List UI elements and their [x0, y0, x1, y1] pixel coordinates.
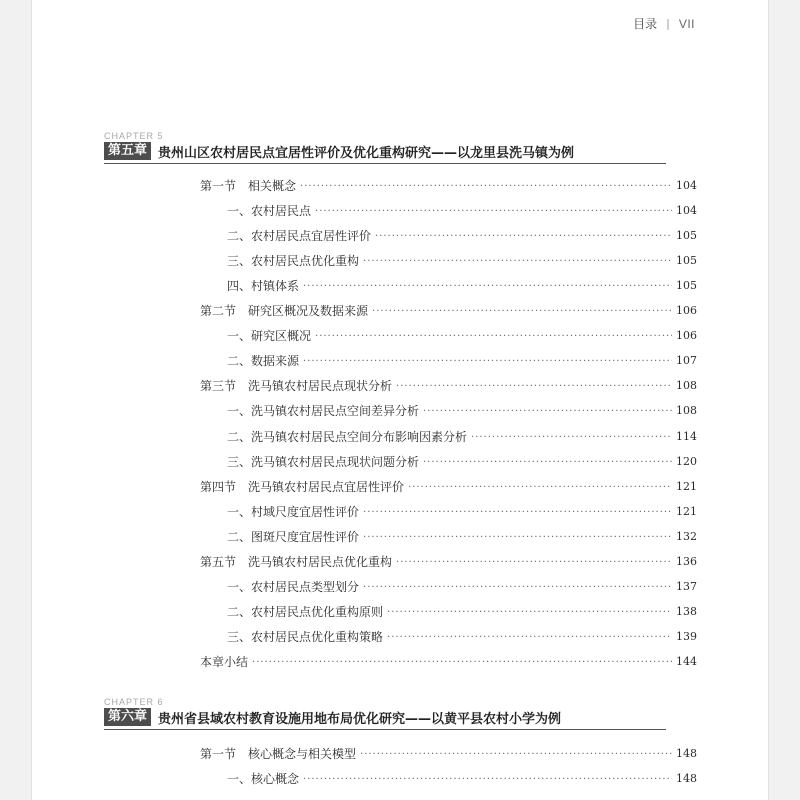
toc-subsection-entry[interactable] — [227, 252, 697, 270]
toc-subsection-entry[interactable] — [227, 578, 697, 596]
toc-subsection-entry[interactable] — [227, 402, 697, 420]
toc-subsection-entry[interactable] — [227, 227, 697, 245]
toc-subsection-entry[interactable] — [227, 202, 697, 220]
entry-page-number: 106 — [676, 304, 697, 318]
toc-section-entry[interactable] — [200, 653, 697, 671]
entry-page-number: 132 — [676, 529, 697, 543]
entry-page-number: 144 — [676, 654, 697, 668]
dot-leader — [387, 630, 672, 646]
toc-subsection-entry[interactable] — [227, 327, 697, 345]
dot-leader — [363, 530, 672, 546]
dot-leader — [471, 430, 672, 446]
entry-title: 第四节 洗马镇农村居民点宜居性评价 — [200, 479, 405, 494]
toc-section-entry[interactable] — [200, 377, 697, 395]
entry-page-number: 104 — [676, 204, 697, 218]
entry-title: 三、洗马镇农村居民点现状问题分析 — [227, 454, 420, 469]
dot-leader — [315, 329, 672, 345]
dot-leader — [408, 480, 672, 496]
toc-subsection-entry[interactable] — [227, 352, 697, 370]
entry-page-number: 105 — [676, 254, 697, 268]
entry-title: 第一节 相关概念 — [200, 179, 297, 193]
entry-title: 四、村镇体系 — [227, 279, 300, 294]
toc-section-entry[interactable] — [200, 177, 697, 195]
entry-title: 二、洗马镇农村居民点空间分布影响因素分析 — [227, 429, 468, 444]
chapter-title-bar — [104, 141, 666, 164]
dot-leader — [360, 747, 672, 763]
book-page — [31, 0, 769, 800]
entry-page-number: 121 — [676, 504, 697, 518]
toc-subsection-entry[interactable] — [227, 428, 697, 446]
toc-subsection-entry[interactable] — [227, 603, 697, 621]
dot-leader — [423, 455, 672, 471]
dot-leader — [363, 505, 672, 521]
entry-page-number: 148 — [676, 772, 697, 786]
entry-title: 二、图斑尺度宜居性评价 — [227, 529, 360, 544]
dot-leader — [372, 304, 672, 320]
running-header — [633, 15, 695, 32]
toc-subsection-entry[interactable] — [227, 453, 697, 471]
entry-title: 一、农村居民点类型划分 — [227, 579, 360, 594]
entry-title: 三、农村居民点优化重构 — [227, 254, 360, 269]
chapter-heading — [104, 697, 666, 730]
entry-page-number: 137 — [676, 579, 697, 593]
dot-leader — [375, 229, 672, 245]
toc-subsection-entry[interactable] — [227, 528, 697, 546]
toc-section-entry[interactable] — [200, 302, 697, 320]
dot-leader — [300, 179, 672, 195]
dot-leader — [303, 772, 672, 788]
toc-section-entry[interactable] — [200, 553, 697, 571]
entry-title: 第一节 核心概念与相关模型 — [200, 747, 357, 761]
toc-section-entry[interactable] — [200, 478, 697, 496]
chapter-number-tag: 第五章 — [104, 142, 151, 160]
dot-leader — [363, 580, 672, 596]
entry-title: 二、农村居民点优化重构原则 — [227, 604, 384, 619]
entry-page-number: 114 — [676, 429, 697, 443]
entry-title: 一、核心概念 — [227, 772, 300, 787]
entry-title: 第二节 研究区概况及数据来源 — [200, 304, 369, 319]
chapter-title: 贵州山区农村居民点宜居性评价及优化重构研究——以龙里县洗马镇为例 — [158, 145, 575, 161]
entry-page-number: 121 — [676, 479, 697, 493]
entry-title: 本章小结 — [200, 654, 249, 669]
dot-leader — [252, 655, 672, 671]
entry-page-number: 105 — [676, 229, 697, 243]
dot-leader — [303, 279, 672, 295]
header-page-number: VII — [678, 16, 695, 31]
chapter-number-tag: 第六章 — [104, 708, 151, 726]
entry-title: 第五节 洗马镇农村居民点优化重构 — [200, 554, 393, 569]
entry-page-number: 108 — [676, 404, 697, 418]
entry-page-number: 148 — [676, 747, 697, 760]
dot-leader — [387, 605, 672, 621]
entry-page-number: 107 — [676, 354, 697, 368]
dot-leader — [363, 254, 672, 270]
chapter-label: CHAPTER 5 — [104, 131, 164, 141]
entry-title: 三、农村居民点优化重构策略 — [227, 629, 384, 644]
dot-leader — [396, 379, 672, 395]
entry-title: 二、数据来源 — [227, 354, 300, 369]
toc-subsection-entry[interactable] — [227, 628, 697, 646]
header-label: 目录 — [633, 17, 658, 31]
toc-subsection-entry[interactable] — [227, 503, 697, 521]
dot-leader — [303, 354, 672, 370]
chapter-title-bar — [104, 707, 666, 730]
chapter-label: CHAPTER 6 — [104, 697, 164, 707]
toc-subsection-entry[interactable] — [227, 770, 697, 788]
entry-page-number: 139 — [676, 629, 697, 643]
entry-title: 一、村域尺度宜居性评价 — [227, 504, 360, 519]
dot-leader — [396, 555, 672, 571]
toc-section-entry[interactable] — [200, 745, 697, 763]
chapter-title: 贵州省县域农村教育设施用地布局优化研究——以黄平县农村小学为例 — [158, 711, 562, 727]
entry-page-number: 106 — [676, 329, 697, 343]
entry-page-number: 120 — [676, 454, 697, 468]
entry-title: 一、农村居民点 — [227, 204, 312, 219]
dot-leader — [423, 404, 672, 420]
chapter-heading — [104, 131, 666, 164]
entry-title: 一、研究区概况 — [227, 329, 312, 344]
toc-subsection-entry[interactable] — [227, 277, 697, 295]
entry-page-number: 104 — [676, 179, 697, 192]
entry-page-number: 138 — [676, 604, 697, 618]
entry-title: 第三节 洗马镇农村居民点现状分析 — [200, 379, 393, 394]
entry-page-number: 105 — [676, 279, 697, 293]
header-separator: | — [666, 17, 670, 30]
dot-leader — [315, 204, 672, 220]
entry-title: 二、农村居民点宜居性评价 — [227, 229, 372, 244]
entry-title: 一、洗马镇农村居民点空间差异分析 — [227, 404, 420, 419]
entry-page-number: 136 — [676, 554, 697, 568]
entry-page-number: 108 — [676, 379, 697, 393]
